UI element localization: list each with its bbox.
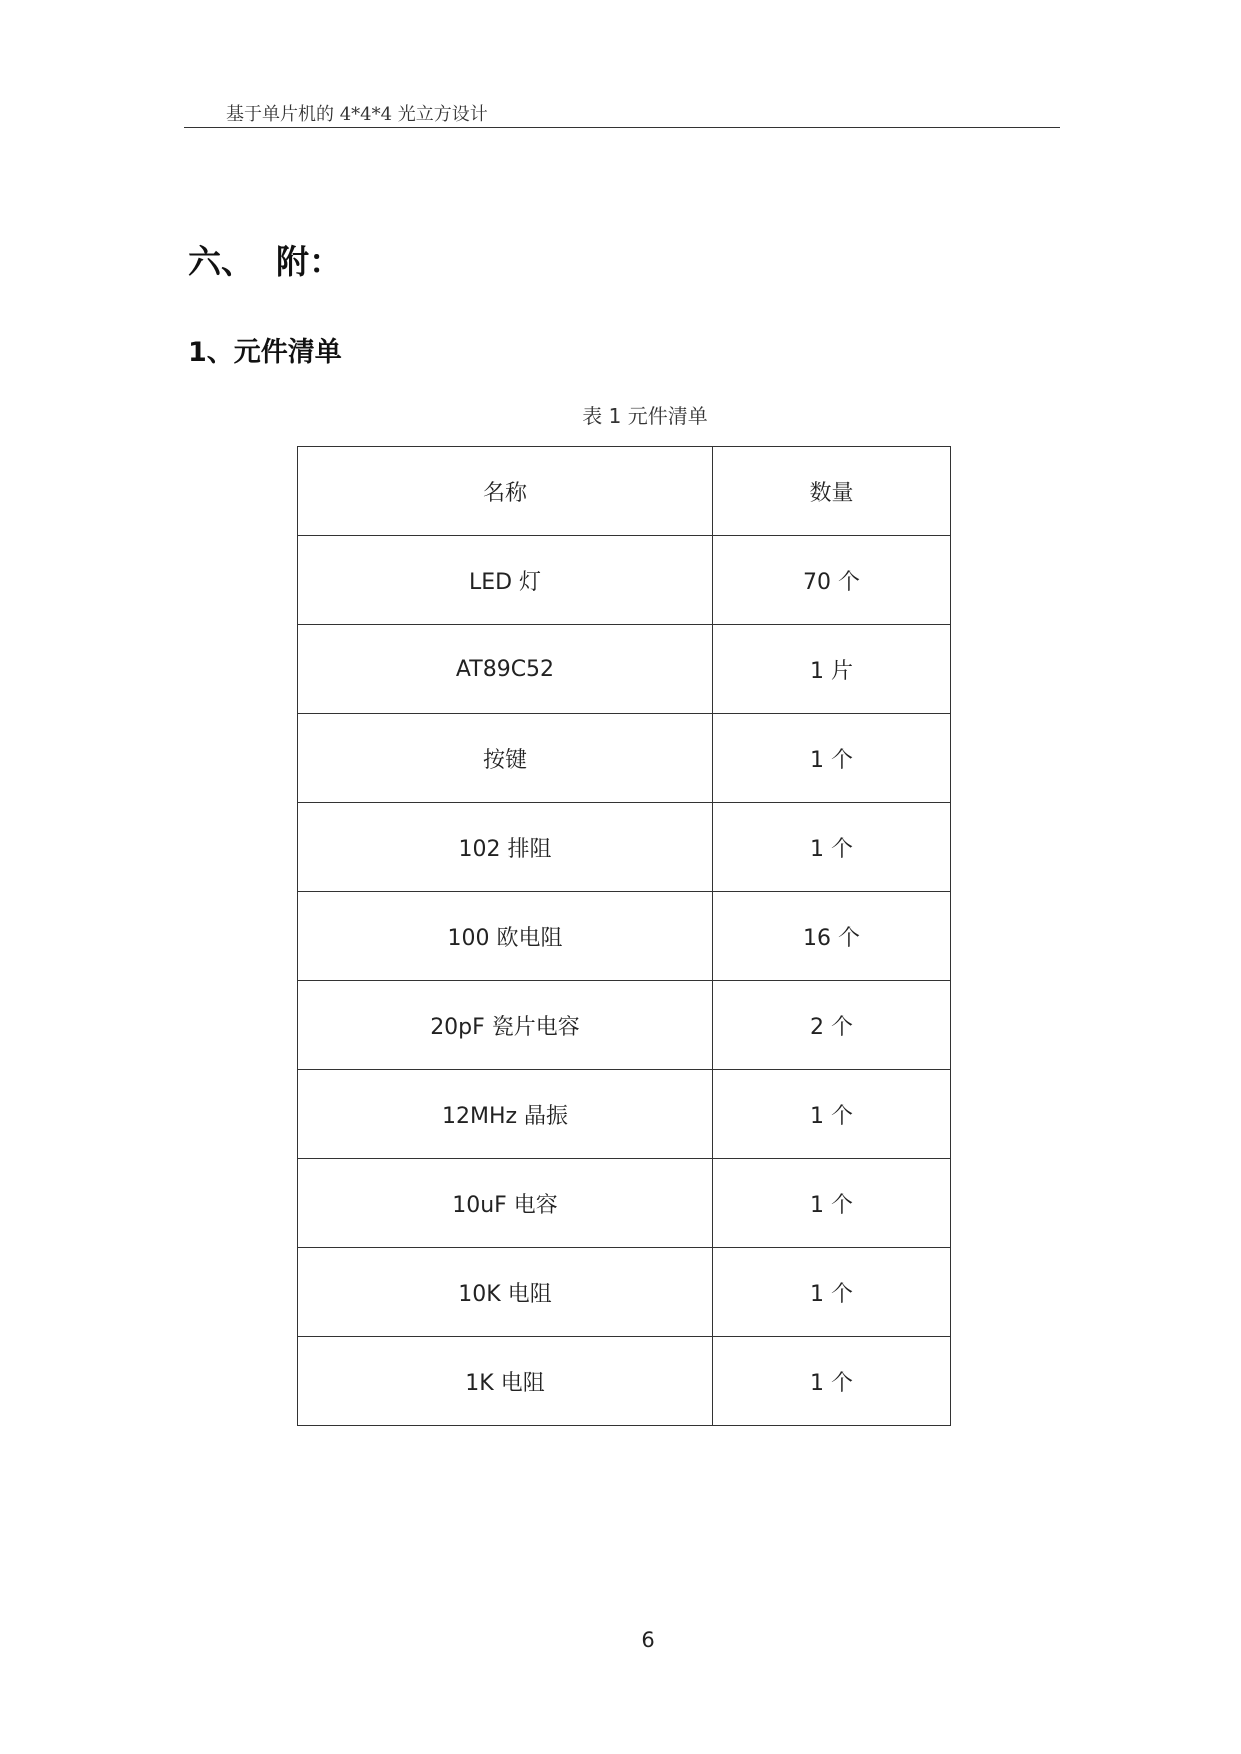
- cell-component-name: 102 排阻: [298, 803, 713, 892]
- cell-component-name: 100 欧电阻: [298, 892, 713, 981]
- column-header-quantity: 数量: [713, 447, 951, 536]
- cell-quantity: 1 片: [713, 625, 951, 714]
- cell-component-name: LED 灯: [298, 536, 713, 625]
- table-row: [298, 981, 951, 1070]
- cell-quantity: 1 个: [713, 1248, 951, 1337]
- table-row: [298, 1248, 951, 1337]
- page-number: 6: [641, 1628, 655, 1652]
- cell-quantity: 1 个: [713, 1337, 951, 1426]
- cell-quantity: 16 个: [713, 892, 951, 981]
- cell-component-name: 12MHz 晶振: [298, 1070, 713, 1159]
- component-table-container: [297, 446, 950, 1426]
- cell-quantity: 1 个: [713, 803, 951, 892]
- cell-quantity: 1 个: [713, 1070, 951, 1159]
- cell-component-name: 按键: [298, 714, 713, 803]
- section-number: 六、: [188, 242, 254, 281]
- table-row: [298, 1159, 951, 1248]
- cell-component-name: 10uF 电容: [298, 1159, 713, 1248]
- table-row: [298, 536, 951, 625]
- table-row: [298, 714, 951, 803]
- cell-component-name: 20pF 瓷片电容: [298, 981, 713, 1070]
- cell-quantity: 1 个: [713, 1159, 951, 1248]
- header-divider: [184, 127, 1060, 128]
- table-row: [298, 1070, 951, 1159]
- subsection-heading: 1、元件清单: [188, 337, 342, 368]
- cell-quantity: 70 个: [713, 536, 951, 625]
- table-row: [298, 1337, 951, 1426]
- table-caption: 表 1 元件清单: [582, 404, 708, 428]
- section-title: 附：: [276, 242, 342, 281]
- table-row: [298, 625, 951, 714]
- cell-component-name: 10K 电阻: [298, 1248, 713, 1337]
- cell-quantity: 1 个: [713, 714, 951, 803]
- section-heading: [188, 236, 342, 283]
- cell-component-name: 1K 电阻: [298, 1337, 713, 1426]
- table-row: [298, 803, 951, 892]
- cell-component-name: AT89C52: [298, 625, 713, 714]
- table-header-row: [298, 447, 951, 536]
- running-header: 基于单片机的 4*4*4 光立方设计: [226, 104, 488, 125]
- component-table: [297, 446, 951, 1426]
- table-row: [298, 892, 951, 981]
- column-header-name: 名称: [298, 447, 713, 536]
- cell-quantity: 2 个: [713, 981, 951, 1070]
